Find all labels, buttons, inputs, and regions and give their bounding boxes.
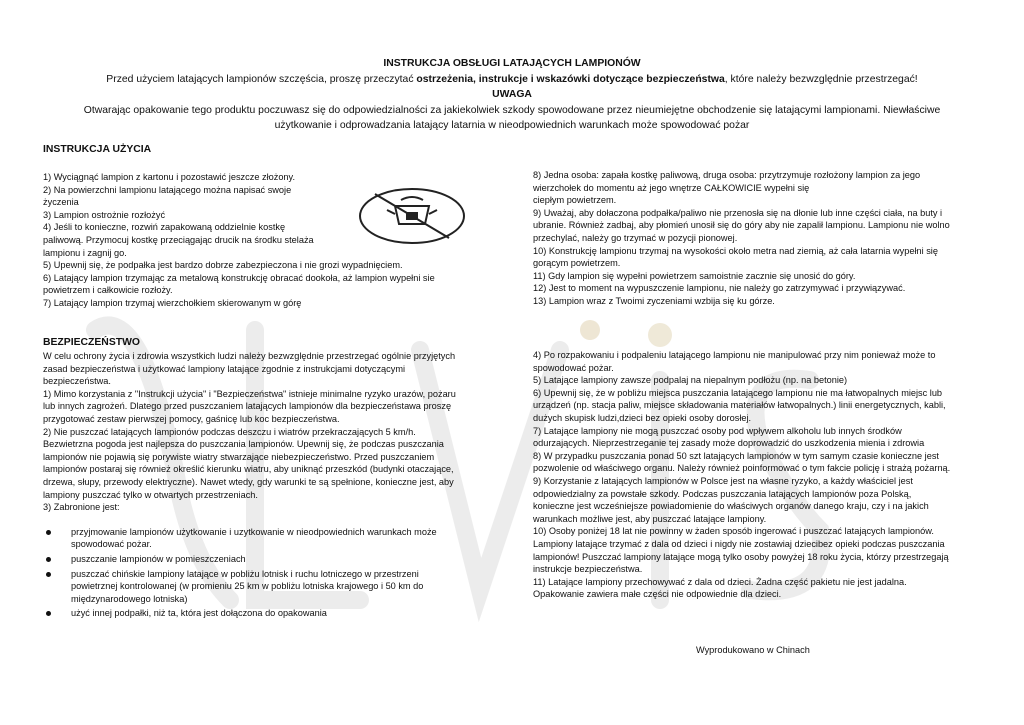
- usage-line: 10) Konstrukcję lampionu trzymaj na wysokości około metra nad ziemią, aż cała latarnia wypełni się: [533, 245, 938, 256]
- usage-line: życzenia: [43, 197, 79, 208]
- bullet-icon: [46, 611, 51, 616]
- safety-line: Lampiony latające trzymać z dala od dzieci i nigdy nie zostawiaj dziecibez opieki podczas puszczania: [533, 538, 945, 549]
- usage-line: 8) Jedna osoba: zapała kostkę paliwową, druga osoba: przytrzymuje rozłożony lampion za jego: [533, 170, 921, 180]
- safety-line: odurzających. Nieprzestrzeganie tej zasady może doprowadzić do uszkodzenia mienia i zdrowia: [533, 438, 925, 449]
- safety-line: bezpieczeństwa.: [43, 376, 111, 387]
- safety-line: W celu ochrony życia i zdrowia wszystkich ludzi należy bezwzględnie przestrzegać ogólnie przyjętych: [43, 351, 456, 361]
- safety-line: 1) Mimo korzystania z "Instrukcji użycia" i "Bezpieczeństwa" istnieje minimalne ryzyko urazów, pożaru: [43, 388, 456, 399]
- usage-line: 4) Jeśli to konieczne, rozwiń zapakowaną oddzielnie kostkę: [43, 222, 286, 233]
- usage-line: 12) Jest to moment na wypuszczenie lampionu, nie należy go zatrzymywać i przywiązywać.: [533, 283, 906, 294]
- usage-line: gorącym powietrzem.: [533, 258, 621, 269]
- safety-line: 3) Zabronione jest:: [43, 502, 120, 513]
- safety-line: spowodować pożar.: [533, 362, 614, 373]
- usage-line: 7) Latający lampion trzymaj wierzchołkiem skierowanym w górę: [43, 297, 302, 308]
- safety-section: [43, 336, 456, 622]
- safety-rules: [43, 350, 456, 514]
- bullet-icon: [46, 530, 51, 535]
- usage-title: INSTRUKCJA UŻYCIA: [43, 144, 152, 155]
- document-title: INSTRUKCJA OBSŁUGI LATAJĄCYCH LAMPIONÓW: [383, 58, 641, 69]
- safety-line: drzewa, słupy, przewody elektryczne). Nawet wtedy, gdy warunki te są spełnione, konieczne jest, aby: [43, 476, 454, 487]
- usage-line: 1) Wyciągnąć lampion z kartonu i pozostawić jeszcze złożony.: [43, 172, 296, 182]
- usage-line: 5) Upewnij się, że podpałka jest bardzo dobrze zabezpieczona i nie grozi wypadnięciem.: [43, 260, 403, 271]
- usage-line: 3) Lampion ostrożnie rozłożyć: [43, 209, 166, 220]
- safety-line: instrukcje bezpieczeństwa.: [533, 564, 643, 575]
- usage-line: 11) Gdy lampion się wypełni powietrzem samoistnie zacznie się unosić do góry.: [533, 270, 856, 281]
- intro-text: Przed użyciem latających lampionów szczęścia, proszę przeczytać ostrzeżenia, instrukcje i wskazówki dotyczące bezpieczeństwa, które należy bezwzględnie przestrzegać!: [106, 73, 918, 85]
- usage-line: 13) Lampion wraz z Twoimi zyczeniami wzbija się ku górze.: [533, 295, 775, 306]
- safety-title: BEZPIECZEŃSTWO: [43, 337, 140, 348]
- usage-line: przechylać, należy go trzymać w pozycji pionowej.: [533, 232, 738, 243]
- document-header: [30, 56, 994, 134]
- list-item: użyć innej podpałki, niż ta, która jest dołączona do opakowania: [43, 607, 456, 620]
- warning-line-2: użytkowanie i odprowadzania latający latarnia w nieodpowiednich warunkach może spowodować pożar: [274, 120, 750, 131]
- safety-line: lub innych zagrożeń. Dlatego przed puszczaniem latających lampionów dla bezpieczeństawa proszę: [43, 401, 452, 412]
- safety-line: Opakowanie zawiera małe części nie odpowiednie dla dzieci.: [533, 589, 782, 600]
- made-in-label: Wyprodukowano w Chinach: [696, 645, 810, 655]
- safety-line: 11) Latające lampiony przechowywać z dala od dzieci. Żadna część pakietu nie jest jadalna.: [533, 576, 907, 587]
- safety-line: dużych skupisk ludzi,dzieci bez opieki osoby dorosłej.: [533, 412, 752, 423]
- safety-line: przygotować zestaw pierwszej pomocy, gaśnicę lub koc bezpieczeństwa.: [43, 413, 340, 424]
- safety-line: 8) W przypadku puszczania ponad 50 szt latających lampionów w tym samym czasie konieczne jest: [533, 450, 939, 461]
- usage-line: 9) Uważaj, aby dołaczona podpałka/paliwo nie przenosła się na dłonie lub inne części ciała, na buty i: [533, 207, 943, 218]
- usage-line: 6) Latający lampion trzymając za metalową konstrukcję obracać dookoła, aż lampion wypełni sie: [43, 272, 435, 283]
- safety-line: 4) Po rozpakowaniu i podpaleniu latającego lampionu nie manipulować przy nim ponieważ może to: [533, 350, 936, 360]
- safety-line: lampionów! Puszczać lampiony latające mogą tylko osoby powyżej 18 roku życia, którzy przestrzegają: [533, 551, 949, 562]
- usage-line: lampionu i zagnij go.: [43, 247, 127, 258]
- safety-line: lampionów nie pojawią się porywiste wiatry stwarzające niebezpieczeństwo. Przed puszczaniem: [43, 451, 435, 462]
- safety-line: Bezwietrzna pogoda jest najlepsza do puszczania lampionów. Upewnij się, że podczas puszczania: [43, 439, 444, 450]
- safety-line: urządzeń (np. stacja paliw, miejsce składowania materiałów łatwopalnych.) linii energetycznych, kabli,: [533, 400, 946, 411]
- safety-line: odpowiedzialny za powstałe szkody. Podczas puszczania latających lampionów poza Polską,: [533, 488, 912, 499]
- safety-line: zasad bezpieczeństwa i użytkować lampiony latające zgodnie z instrukcjami dotyczącymi: [43, 363, 406, 374]
- warning-title: UWAGA: [492, 89, 532, 100]
- safety-line: 10) Osoby poniżej 18 lat nie powinny w żaden sposób ingerować i puszczać latających lampionów.: [533, 526, 934, 537]
- usage-line: ubranie. Również zadbaj, aby płomień unosił się do góry aby nie zapalił lampionu. Lampionu nie wolno: [533, 220, 950, 231]
- list-item: puszczać chińskie lampiony latające w pobliżu lotnisk i ruchu lotniczego w przestrzeni powietrznej kontrolowanej (w promieniu 25 km w pobliżu lotniska krajowego i 50 km do międzynarodowego lotniska): [43, 568, 456, 606]
- usage-continued: [533, 169, 950, 308]
- safety-line: lampionów postaraj się również określić kierunku wiatru, aby uniknąć przeszkód (budynki otaczające,: [43, 464, 454, 475]
- list-item: puszczanie lampionów w pomieszczeniach: [43, 553, 456, 566]
- usage-line: paliwową. Przymocuj kostkę przeciągając drucik na środku stelaża: [43, 234, 314, 245]
- no-lantern-indoors-icon: [357, 186, 467, 246]
- usage-line: 2) Na powierzchni lampionu latającego można napisać swoje: [43, 184, 292, 195]
- list-item: przyjmowanie lampionów użytkowanie i uzytkowanie w nieodpowiednich warunkach może spowodować pożar.: [43, 526, 456, 551]
- safety-line: 2) Nie puszczać latających lampionów podczas deszczu i wiatrów przekraczających 5 km/h.: [43, 426, 416, 437]
- safety-line: konieczne jest wcześniejsze powiadomienie do właściwych organów danego kraju, czy i na jakich: [533, 501, 929, 512]
- bullet-icon: [46, 572, 51, 577]
- usage-line: ciepłym powietrzem.: [533, 195, 617, 206]
- safety-continued: [533, 349, 950, 601]
- safety-line: 6) Upewnij się, że w pobliżu miejsca puszczania latającego lampionu nie ma łatwopalnych miejsc lub: [533, 387, 943, 398]
- bullet-icon: [46, 557, 51, 562]
- warning-line-1: Otwarając opakowanie tego produktu poczuwasz się do odpowiedzialności za jakiekolwiek szkody spowodowane przez nieumiejętne obchodzenie się latającymi lampionami. Niewłaściwe: [83, 104, 941, 116]
- usage-line: powietrzem i całkowicie rozłoży.: [43, 285, 173, 296]
- safety-line: 9) Korzystanie z latających lampionów w Polsce jest na własne ryzyko, a każdy właściciel jest: [533, 475, 913, 486]
- safety-line: 5) Latające lampiony zawsze podpalaj na niepalnym podłożu (np. na betonie): [533, 375, 848, 386]
- safety-line: 7) Latające lampiony nie mogą puszczać osoby pod wpływem alkoholu lub innych środków: [533, 425, 902, 436]
- usage-line: wierzchołek do momentu aż jego wnętrze CAŁKOWICIE wypełni się: [533, 182, 810, 193]
- safety-line: warunkach możliwe jest, aby puszczać latające lampiony.: [533, 513, 767, 524]
- safety-line: lampiony puszczać tylko w otwartych przestrzeniach.: [43, 489, 258, 500]
- prohibited-list: [43, 526, 456, 620]
- safety-line: pozwolenie od właściwego organu. Należy również poinformować o tym fakcie policję i strażą pożarną.: [533, 463, 951, 474]
